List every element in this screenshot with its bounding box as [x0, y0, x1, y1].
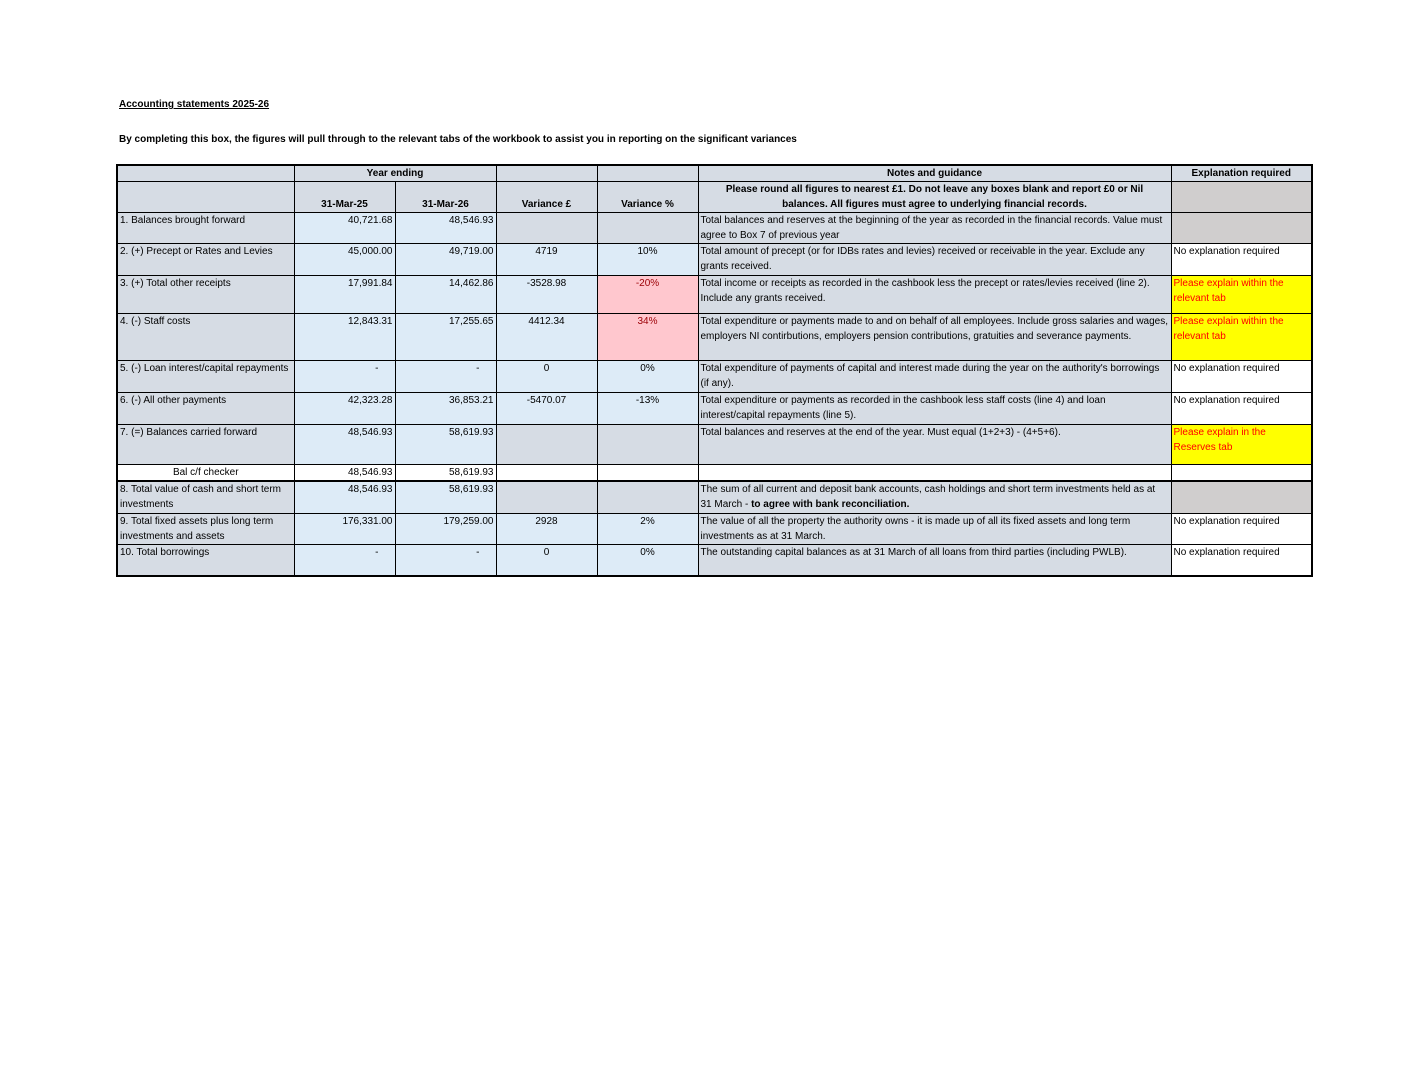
row-notes-text: The sum of all current and deposit bank accounts, cash holdings and short term investments held as at 31 March -: [700, 484, 1156, 510]
table-row: [117, 393, 1312, 425]
page-subtitle: By completing this box, the figures will pull through to the relevant tabs of the workbook to assist you in reporting on the significant variances: [119, 134, 797, 145]
table-row: [117, 244, 1312, 276]
col-2025-header: 31-Mar-25: [294, 182, 395, 213]
checker-2026: 58,619.93: [395, 465, 496, 482]
checker-label: Bal c/f checker: [117, 465, 294, 482]
row-explanation: Please explain within the relevant tab: [1171, 276, 1312, 314]
value-2026[interactable]: -: [395, 544, 496, 576]
header-blank-cell: [597, 165, 698, 182]
variance-gbp: 0: [496, 361, 597, 393]
row-label: 7. (=) Balances carried forward: [117, 425, 294, 465]
value-2025[interactable]: 12,843.31: [294, 314, 395, 361]
value-2025[interactable]: 40,721.68: [294, 213, 395, 244]
value-2025[interactable]: 176,331.00: [294, 513, 395, 544]
variance-pct: 0%: [597, 544, 698, 576]
value-2026[interactable]: 48,546.93: [395, 213, 496, 244]
variance-pct-header: Variance %: [597, 182, 698, 213]
row-notes: The outstanding capital balances as at 31 March of all loans from third parties (including PWLB).: [698, 544, 1171, 576]
col-2026-header: 31-Mar-26: [395, 182, 496, 213]
checker-2025: 48,546.93: [294, 465, 395, 482]
row-label: 4. (-) Staff costs: [117, 314, 294, 361]
table-row: [117, 425, 1312, 465]
table-row: [117, 314, 1312, 361]
variance-pct: -20%: [597, 276, 698, 314]
table-row: [117, 513, 1312, 544]
row-explanation: Please explain in the Reserves tab: [1171, 425, 1312, 465]
variance-gbp: 2928: [496, 513, 597, 544]
value-2026[interactable]: 58,619.93: [395, 425, 496, 465]
row-notes: Total income or receipts as recorded in the cashbook less the precept or rates/levies received (line 2). Include any grants received.: [698, 276, 1171, 314]
table-row: [117, 213, 1312, 244]
row-explanation: [1171, 481, 1312, 513]
row-notes-emphasis: to agree with bank reconciliation.: [751, 499, 910, 510]
checker-blank: [1171, 465, 1312, 482]
header-blank-cell: [117, 182, 294, 213]
variance-pct: 34%: [597, 314, 698, 361]
variance-gbp: 0: [496, 544, 597, 576]
guidance-line-1: Please round all figures to nearest £1. Do not leave any boxes blank and report £0 or Nil: [725, 184, 1144, 195]
variance-gbp: 4719: [496, 244, 597, 276]
checker-blank: [698, 465, 1171, 482]
row-label: 6. (-) All other payments: [117, 393, 294, 425]
variance-gbp: [496, 425, 597, 465]
value-2026[interactable]: 17,255.65: [395, 314, 496, 361]
accounting-statements-table: [116, 164, 1313, 577]
checker-blank: [597, 465, 698, 482]
row-notes: Total expenditure of payments of capital and interest made during the year on the authority's borrowings (if any).: [698, 361, 1171, 393]
variance-pct: 0%: [597, 361, 698, 393]
notes-guidance-header: Notes and guidance: [698, 165, 1171, 182]
value-2026[interactable]: -: [395, 361, 496, 393]
row-notes: Total balances and reserves at the end of the year. Must equal (1+2+3) - (4+5+6).: [698, 425, 1171, 465]
header-blank-cell: [496, 165, 597, 182]
row-notes: [698, 481, 1171, 513]
value-2025[interactable]: -: [294, 544, 395, 576]
row-explanation: [1171, 213, 1312, 244]
value-2026[interactable]: 49,719.00: [395, 244, 496, 276]
header-row-1: [117, 165, 1312, 182]
header-blank-cell: [1171, 182, 1312, 213]
table-row: [117, 361, 1312, 393]
variance-pct: [597, 481, 698, 513]
value-2025[interactable]: 48,546.93: [294, 425, 395, 465]
table-row: [117, 276, 1312, 314]
guidance-note: [698, 182, 1171, 213]
row-explanation: No explanation required: [1171, 513, 1312, 544]
row-explanation: No explanation required: [1171, 361, 1312, 393]
row-explanation: No explanation required: [1171, 244, 1312, 276]
row-label: 1. Balances brought forward: [117, 213, 294, 244]
value-2026[interactable]: 179,259.00: [395, 513, 496, 544]
variance-gbp: [496, 213, 597, 244]
value-2025[interactable]: 42,323.28: [294, 393, 395, 425]
row-notes: Total expenditure or payments made to and on behalf of all employees. Include gross salaries and wages, employers NI contirbutions, employers pension contributions, gratuities and severance payments.: [698, 314, 1171, 361]
value-2025[interactable]: 45,000.00: [294, 244, 395, 276]
explanation-required-header: Explanation required: [1171, 165, 1312, 182]
checker-blank: [496, 465, 597, 482]
variance-gbp: -3528.98: [496, 276, 597, 314]
variance-pct: 2%: [597, 513, 698, 544]
table-row: [117, 481, 1312, 513]
variance-gbp: [496, 481, 597, 513]
variance-pct: 10%: [597, 244, 698, 276]
value-2026[interactable]: 36,853.21: [395, 393, 496, 425]
value-2025[interactable]: -: [294, 361, 395, 393]
year-ending-header: Year ending: [294, 165, 496, 182]
variance-gbp: 4412.34: [496, 314, 597, 361]
row-label: 5. (-) Loan interest/capital repayments: [117, 361, 294, 393]
guidance-line-2: balances. All figures must agree to underlying financial records.: [782, 199, 1087, 210]
row-notes: Total balances and reserves at the beginning of the year as recorded in the financial records. Value must agree to Box 7 of previous year: [698, 213, 1171, 244]
row-label: 2. (+) Precept or Rates and Levies: [117, 244, 294, 276]
row-notes: The value of all the property the authority owns - it is made up of all its fixed assets and long term investments as at 31 March.: [698, 513, 1171, 544]
variance-gbp: -5470.07: [496, 393, 597, 425]
checker-row: [117, 465, 1312, 482]
row-label: 8. Total value of cash and short term investments: [117, 481, 294, 513]
value-2025[interactable]: 17,991.84: [294, 276, 395, 314]
header-blank-cell: [117, 165, 294, 182]
value-2026[interactable]: 58,619.93: [395, 481, 496, 513]
value-2025[interactable]: 48,546.93: [294, 481, 395, 513]
row-explanation: Please explain within the relevant tab: [1171, 314, 1312, 361]
row-label: 9. Total fixed assets plus long term investments and assets: [117, 513, 294, 544]
row-explanation: No explanation required: [1171, 544, 1312, 576]
row-notes: Total amount of precept (or for IDBs rates and levies) received or receivable in the year. Exclude any grants received.: [698, 244, 1171, 276]
header-row-2: [117, 182, 1312, 213]
row-explanation: No explanation required: [1171, 393, 1312, 425]
page-title: Accounting statements 2025-26: [119, 99, 270, 110]
row-notes: Total expenditure or payments as recorded in the cashbook less staff costs (line 4) and loan interest/capital repayments (line 5).: [698, 393, 1171, 425]
variance-pct: [597, 213, 698, 244]
variance-pct: [597, 425, 698, 465]
table-row: [117, 544, 1312, 576]
row-label: 3. (+) Total other receipts: [117, 276, 294, 314]
variance-pct: -13%: [597, 393, 698, 425]
value-2026[interactable]: 14,462.86: [395, 276, 496, 314]
variance-gbp-header: Variance £: [496, 182, 597, 213]
row-label: 10. Total borrowings: [117, 544, 294, 576]
